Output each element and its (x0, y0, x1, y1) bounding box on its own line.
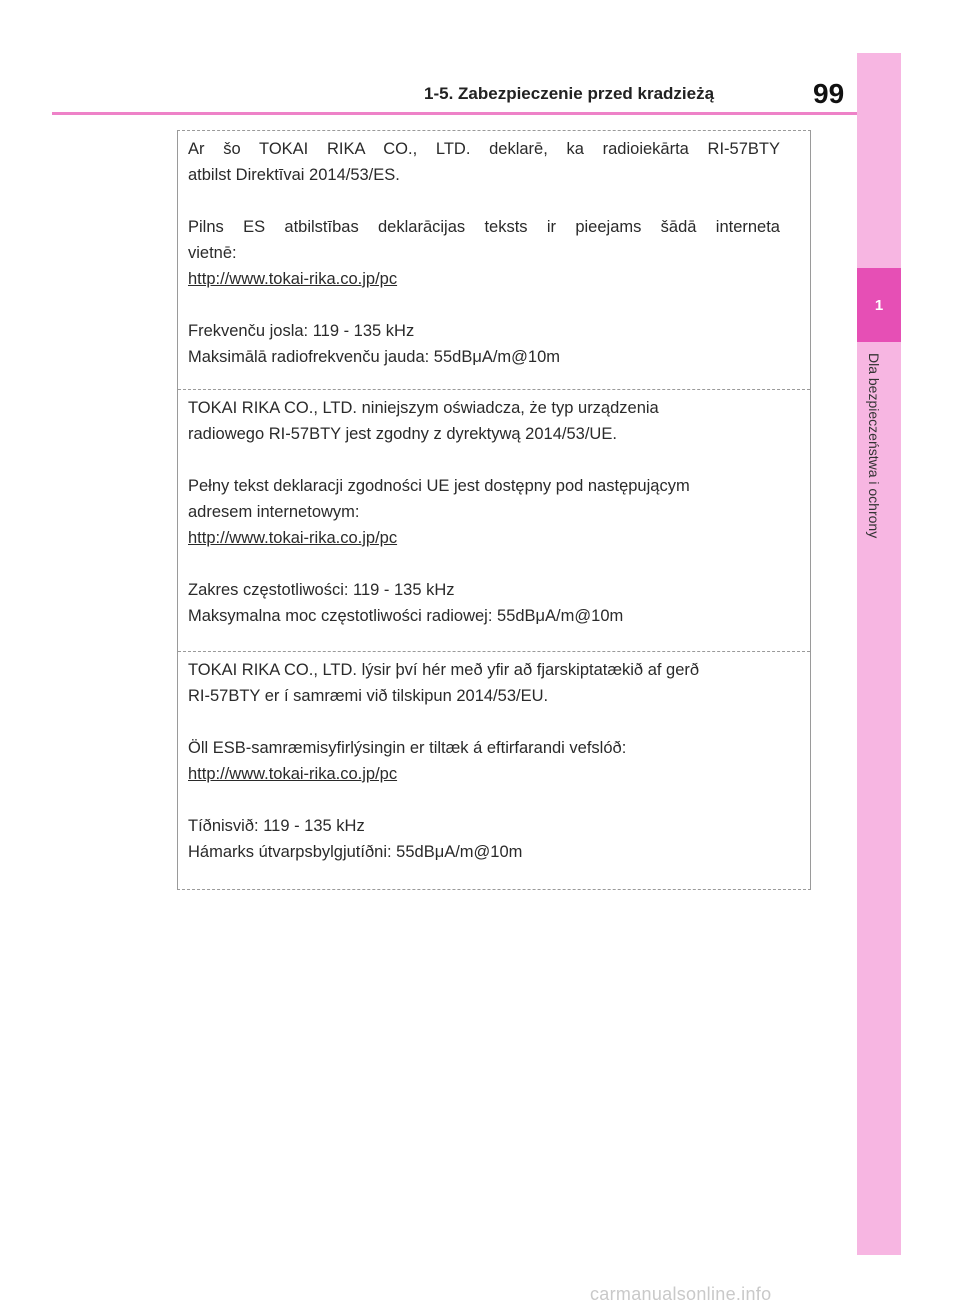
declaration-url-link[interactable]: http://www.tokai-rika.co.jp/pc (188, 270, 398, 288)
declaration-text-line: Pilns ES atbilstības deklarācijas teksts ir pieejams šādā interneta (188, 218, 780, 236)
declaration-text-line: adresem internetowym: (188, 503, 360, 521)
declaration-line: atbilst Direktīvai 2014/53/ES. (188, 166, 400, 184)
section-title: 1-5. Zabezpieczenie przed kradzieżą (424, 84, 715, 103)
declaration-text-line: vietnē: (188, 244, 237, 262)
chapter-label: Dla bezpieczeństwa i ochrony (866, 353, 882, 539)
frequency-band: Zakres częstotliwości: 119 - 135 kHz (188, 581, 455, 599)
page-number: 99 (813, 78, 845, 109)
max-power: Hámarks útvarpsbylgjutíðni: 55dBμA/m@10m (188, 843, 523, 861)
declaration-url-link[interactable]: http://www.tokai-rika.co.jp/pc (188, 529, 398, 547)
declaration-line: radiowego RI-57BTY jest zgodny z dyrektywą 2014/53/UE. (188, 425, 617, 443)
header-divider (52, 112, 857, 115)
chapter-side-strip (857, 53, 901, 1255)
declaration-section-icelandic (178, 651, 810, 889)
declaration-text-line: Öll ESB-samræmisyfirlýsingin er tiltæk á eftirfarandi vefslóð: (188, 739, 627, 757)
max-power: Maksymalna moc częstotliwości radiowej: 55dBμA/m@10m (188, 607, 624, 625)
declaration-section-polish (178, 389, 810, 651)
declaration-line: RI-57BTY er í samræmi við tilskipun 2014/53/EU. (188, 687, 549, 705)
max-power: Maksimālā radiofrekvenču jauda: 55dBμA/m@10m (188, 348, 561, 366)
chapter-tab[interactable]: 1 (857, 268, 901, 342)
frequency-band: Tíðnisvið: 119 - 135 kHz (188, 817, 365, 835)
declaration-text-line: Pełny tekst deklaracji zgodności UE jest dostępny pod następującym (188, 477, 690, 495)
frequency-band: Frekvenču josla: 119 - 135 kHz (188, 322, 415, 340)
declaration-line: Ar šo TOKAI RIKA CO., LTD. deklarē, ka radioiekārta RI-57BTY (188, 140, 780, 158)
watermark: carmanualsonline.info (590, 1284, 772, 1304)
declaration-url-link[interactable]: http://www.tokai-rika.co.jp/pc (188, 765, 398, 783)
declaration-line: TOKAI RIKA CO., LTD. niniejszym oświadcza, że typ urządzenia (188, 399, 659, 417)
declaration-section-latvian (178, 131, 810, 389)
declaration-box (177, 130, 811, 890)
declaration-line: TOKAI RIKA CO., LTD. lýsir því hér með yfir að fjarskiptatækið af gerð (188, 661, 700, 679)
